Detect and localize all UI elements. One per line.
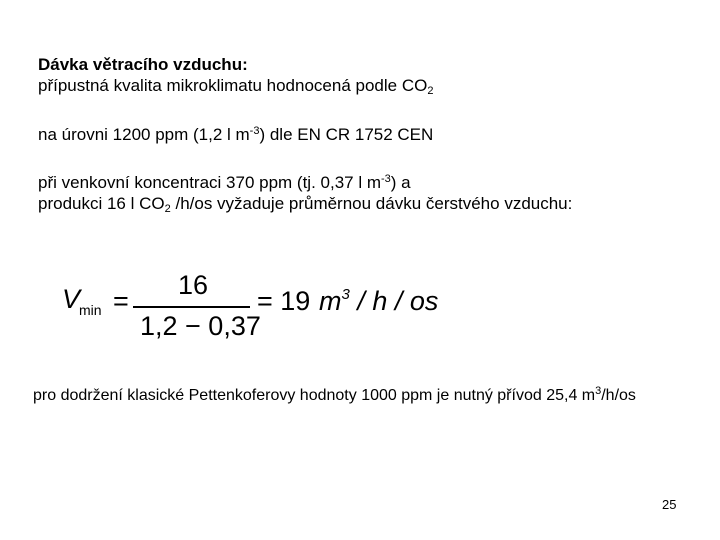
unit-superscript: -3 (381, 173, 391, 185)
paragraph-level-text: na úrovni 1200 ppm (1,2 l m (38, 125, 250, 144)
co2-subscript: 2 (164, 203, 171, 215)
formula-equals: = (113, 286, 129, 316)
formula-result: = 19 (257, 286, 311, 316)
outdoor-line2-text: produkci 16 l CO (38, 194, 165, 213)
unit-superscript: 3 (595, 385, 602, 397)
outdoor-line2-suffix: /h/os vyžaduje průměrnou dávku čerstvého vzduchu: (170, 194, 573, 213)
paragraph-level-suffix: ) dle EN CR 1752 CEN (259, 125, 434, 144)
heading-title: Dávka větracího vzduchu: (38, 55, 248, 74)
heading-subtitle (38, 75, 433, 96)
paragraph-outdoor-line1 (38, 172, 572, 193)
formula-unit (319, 286, 438, 317)
formula-unit-rest: / h / os (349, 286, 439, 316)
heading-block (38, 54, 433, 96)
requirement-note-text: pro dodržení klasické Pettenkoferovy hodnoty 1000 ppm je nutný přívod 25,4 m (33, 387, 596, 404)
heading-subtitle-text: přípustná kvalita mikroklimatu hodnocená podle CO (38, 76, 428, 95)
formula-symbol-subscript: min (79, 302, 102, 318)
paragraph-level (38, 124, 433, 145)
formula-symbol: V (62, 284, 81, 314)
co2-subscript: 2 (427, 85, 434, 97)
paragraph-outdoor-line2 (38, 193, 572, 214)
formula-unit-m: m (319, 286, 342, 316)
requirement-note-suffix: /h/os (601, 387, 636, 404)
page-number: 25 (662, 497, 677, 512)
unit-superscript: -3 (249, 125, 260, 137)
fraction-bar (133, 306, 250, 308)
formula-unit-superscript: 3 (341, 286, 350, 303)
paragraph-outdoor (38, 172, 572, 214)
outdoor-line1-text: při venkovní koncentraci 370 ppm (tj. 0,37 l m (38, 173, 381, 192)
requirement-note (33, 385, 636, 406)
outdoor-line1-suffix: ) a (390, 173, 411, 192)
formula-denominator: 1,2 − 0,37 (140, 311, 261, 341)
formula-numerator: 16 (178, 270, 209, 300)
